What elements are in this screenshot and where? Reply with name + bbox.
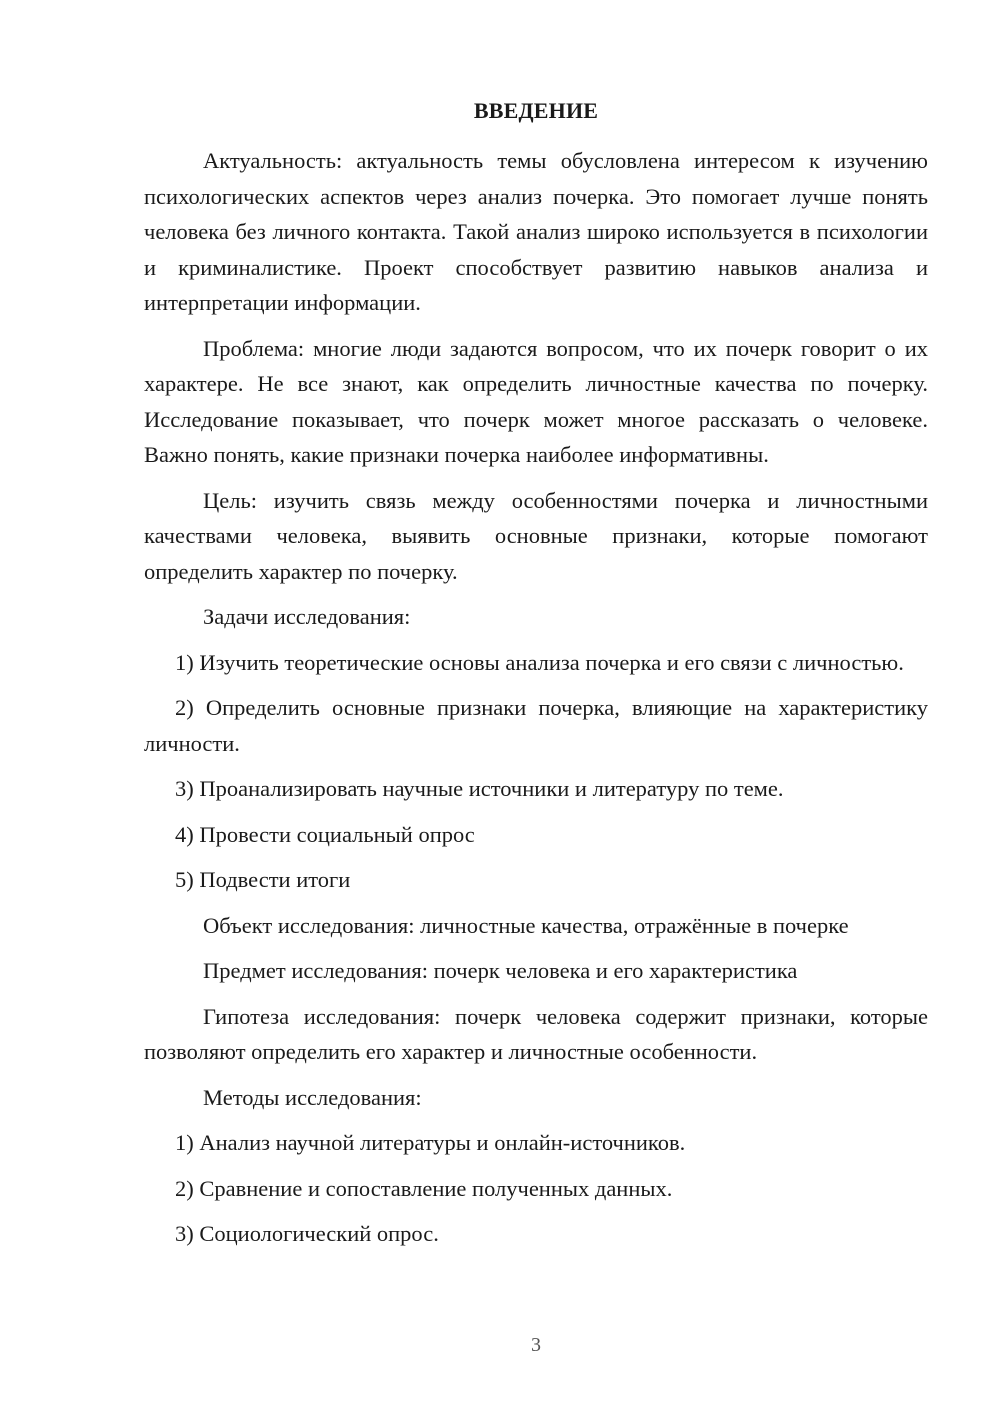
document-body [144, 143, 928, 1262]
subject-paragraph: Предмет исследования: почерк человека и его характеристика [203, 958, 798, 983]
methods-list [144, 1125, 928, 1252]
page-number: 3 [531, 1334, 541, 1356]
list-item: 1) Изучить теоретические основы анализа почерка и его связи с личностью. [175, 649, 904, 675]
goal-paragraph: Цель: изучить связь между особенностями почерка и личностными качествами человека, выявить основные признаки, которые помогают определить характер по почерку. [144, 487, 928, 584]
tasks-list [144, 645, 928, 898]
relevance-paragraph: Актуальность: актуальность темы обусловлена интересом к изучению психологических аспектов через анализ почерка. Это помогает лучше понять человека без личного контакта. Такой анализ широко используется в психологии и криминалистике. Проект способствует развитию навыков анализа и интерпретации информации. [144, 148, 928, 315]
list-item: 2) Определить основные признаки почерка, влияющие на характеристику личности. [144, 695, 928, 756]
tasks-heading: Задачи исследования: [203, 604, 411, 629]
list-item: 4) Провести социальный опрос [175, 821, 475, 847]
list-item: 3) Социологический опрос. [175, 1221, 439, 1246]
list-item: 2) Сравнение и сопоставление полученных данных. [175, 1175, 673, 1201]
problem-paragraph: Проблема: многие люди задаются вопросом, что их почерк говорит о их характере. Не все знают, как определить личностные качества по почерку. Исследование показывает, что почерк может многое рассказать о человеке. Важно понять, какие признаки почерка наиболее информативны. [144, 335, 928, 467]
list-item: 5) Подвести итоги [175, 867, 351, 892]
list-item: 1) Анализ научной литературы и онлайн-источников. [175, 1130, 686, 1155]
methods-heading: Методы исследования: [203, 1084, 422, 1110]
section-title: ВВЕДЕНИЕ [473, 98, 599, 123]
object-paragraph: Объект исследования: личностные качества, отражённые в почерке [203, 912, 849, 938]
hypothesis-paragraph: Гипотеза исследования: почерк человека содержит признаки, которые позволяют определить его характер и личностные особенности. [144, 1003, 928, 1064]
list-item: 3) Проанализировать научные источники и литературу по теме. [175, 776, 784, 801]
